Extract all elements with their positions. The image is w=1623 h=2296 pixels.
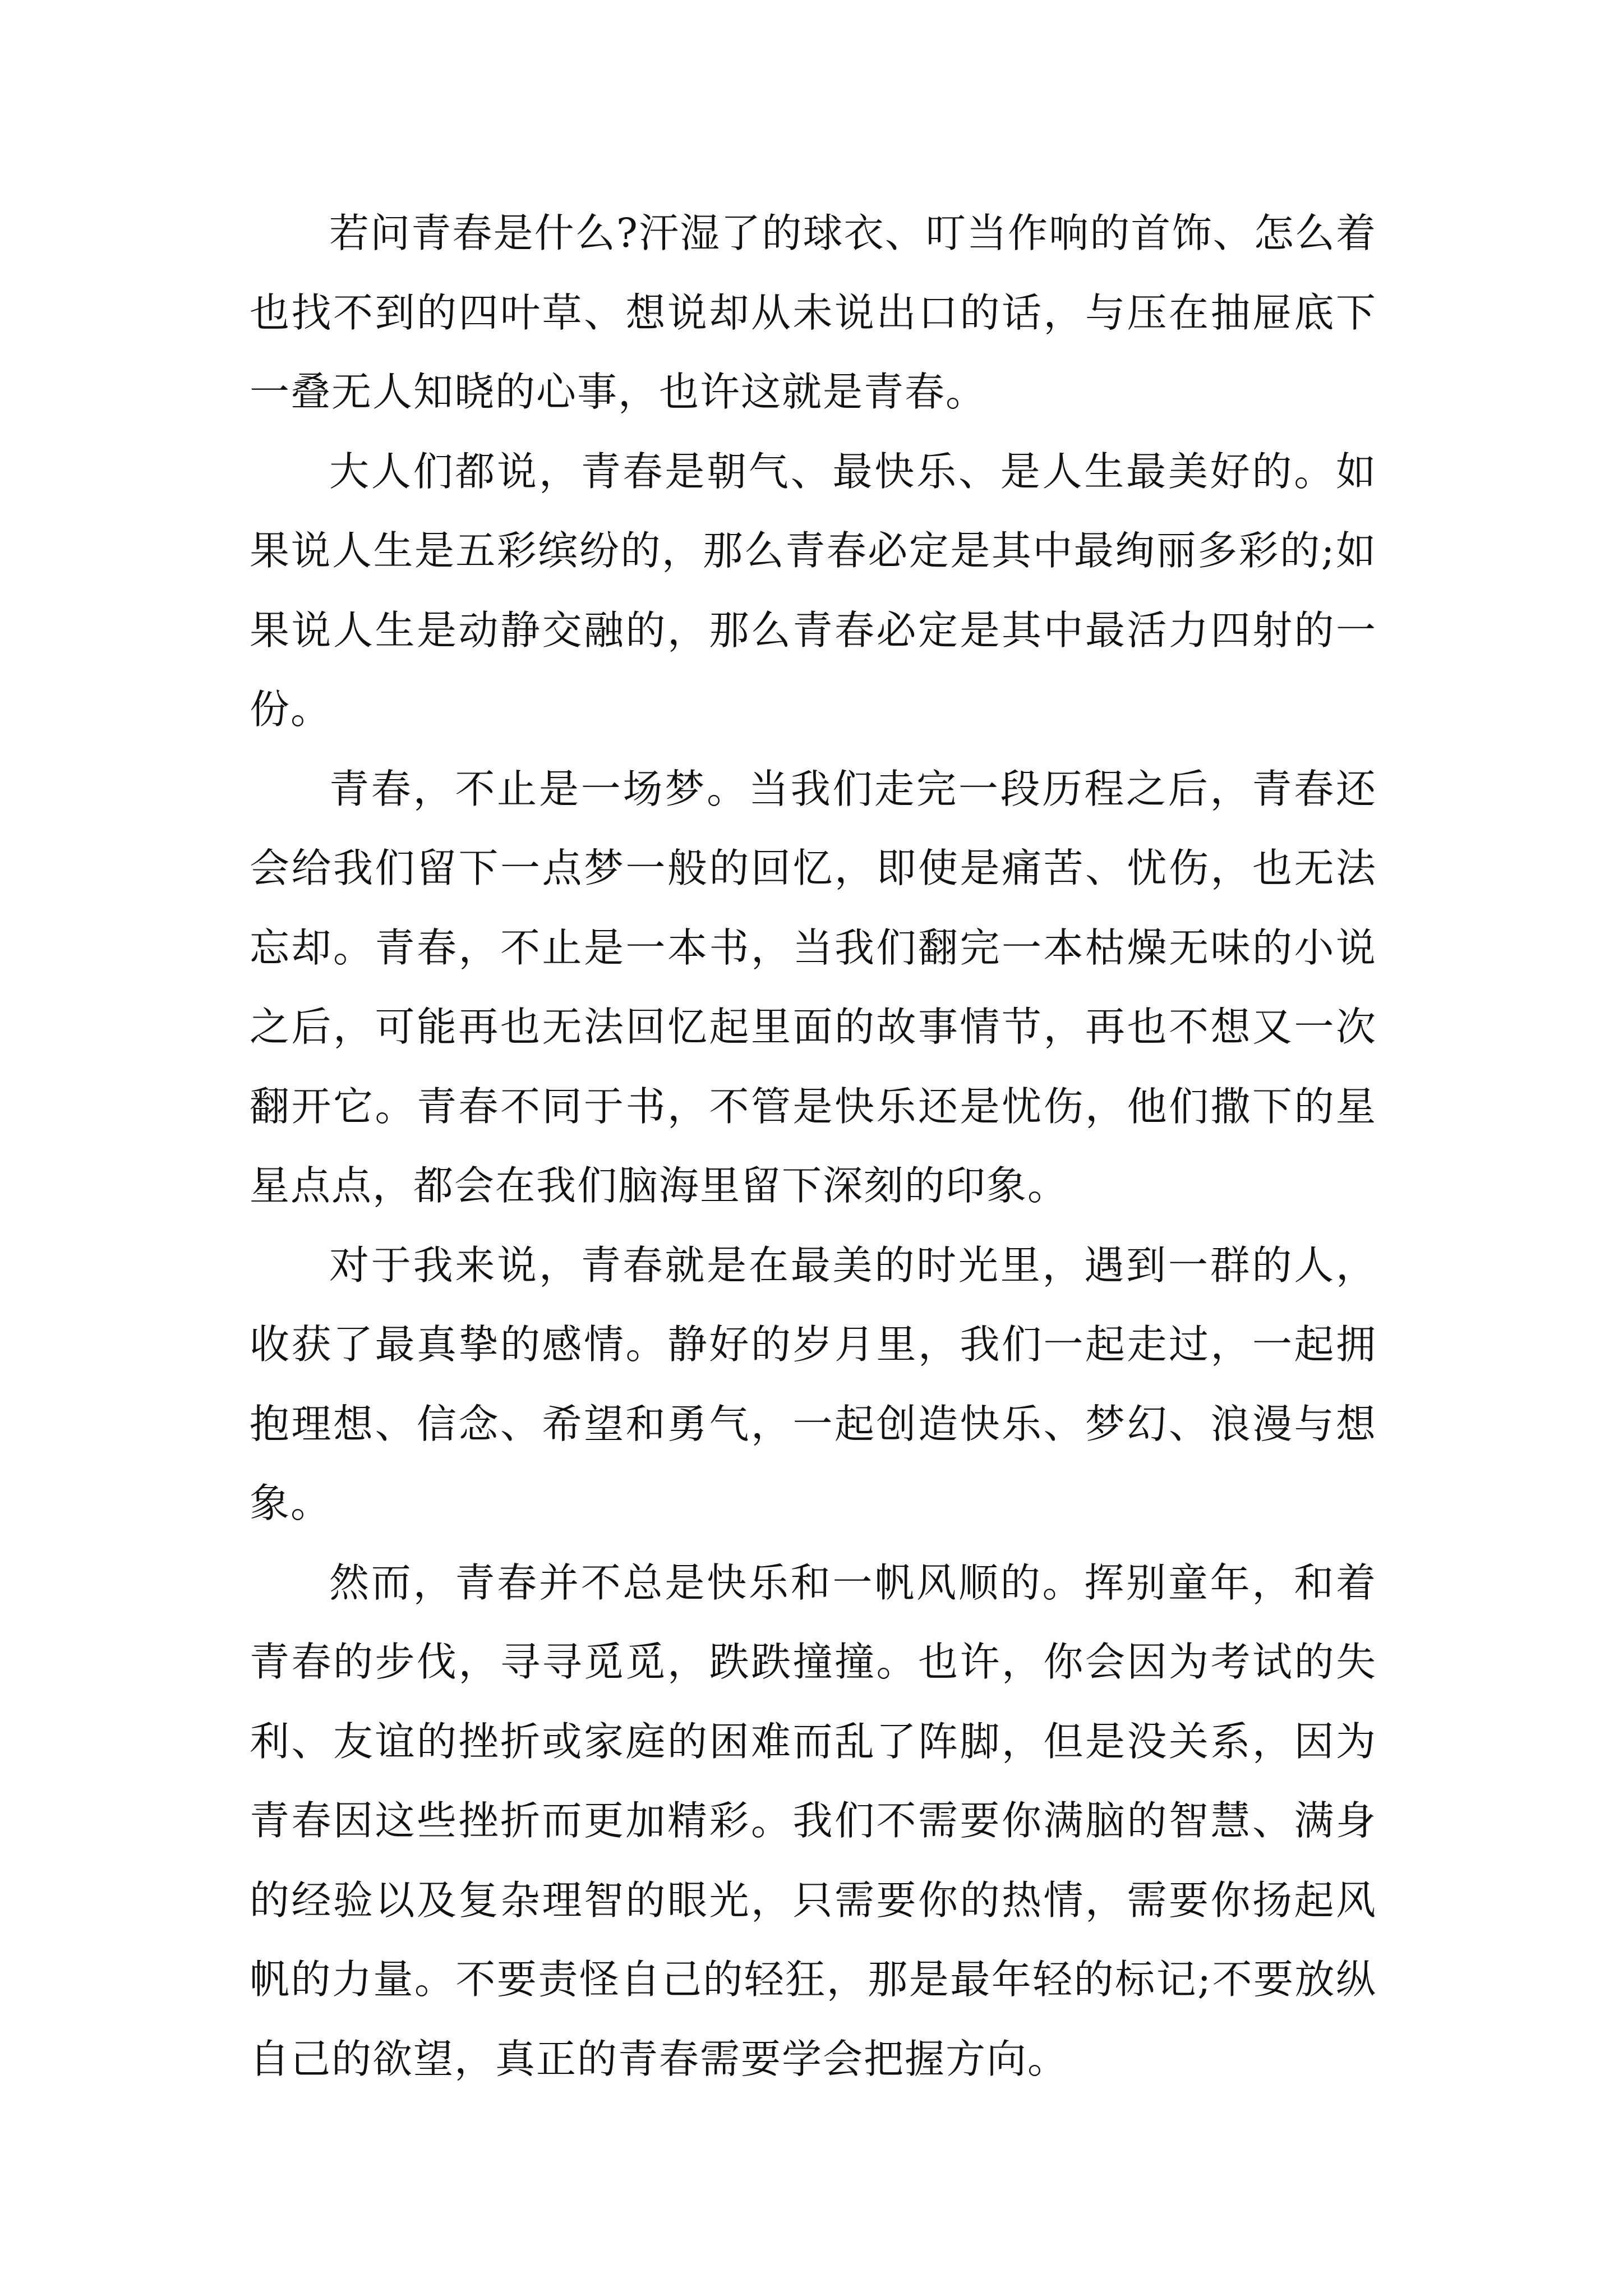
paragraph-2: 大人们都说，青春是朝气、最快乐、是人生最美好的。如果说人生是五彩缤纷的，那么青春必定是其中最绚丽多彩的;如果说人生是动静交融的，那么青春必定是其中最活力四射的一份。 — [250, 448, 1377, 733]
paragraph-1: 若问青春是什么?汗湿了的球衣、叮当作响的首饰、怎么着也找不到的四叶草、想说却从未说出口的话，与压在抽屉底下一叠无人知晓的心事，也许这就是青春。 — [250, 210, 1377, 415]
paragraph-4: 对于我来说，青春就是在最美的时光里，遇到一群的人，收获了最真挚的感情。静好的岁月里，我们一起走过，一起拥抱理想、信念、希望和勇气，一起创造快乐、梦幻、浪漫与想象。 — [250, 1241, 1377, 1526]
paragraph-3: 青春，不止是一场梦。当我们走完一段历程之后，青春还会给我们留下一点梦一般的回忆，即使是痛苦、忧伤，也无法忘却。青春，不止是一本书，当我们翻完一本枯燥无味的小说之后，可能再也无法回忆起里面的故事情节，再也不想又一次翻开它。青春不同于书，不管是快乐还是忧伤，他们撒下的星星点点，都会在我们脑海里留下深刻的印象。 — [250, 765, 1377, 1209]
essay-body — [250, 194, 1377, 2099]
paragraph-5: 然而，青春并不总是快乐和一帆风顺的。挥别童年，和着青春的步伐，寻寻觅觅，跌跌撞撞。也许，你会因为考试的失利、友谊的挫折或家庭的困难而乱了阵脚，但是没关系，因为青春因这些挫折而更加精彩。我们不需要你满脑的智慧、满身的经验以及复杂理智的眼光，只需要你的热情，需要你扬起风帆的力量。不要责怪自己的轻狂，那是最年轻的标记;不要放纵自己的欲望，真正的青春需要学会把握方向。 — [250, 1559, 1377, 2082]
